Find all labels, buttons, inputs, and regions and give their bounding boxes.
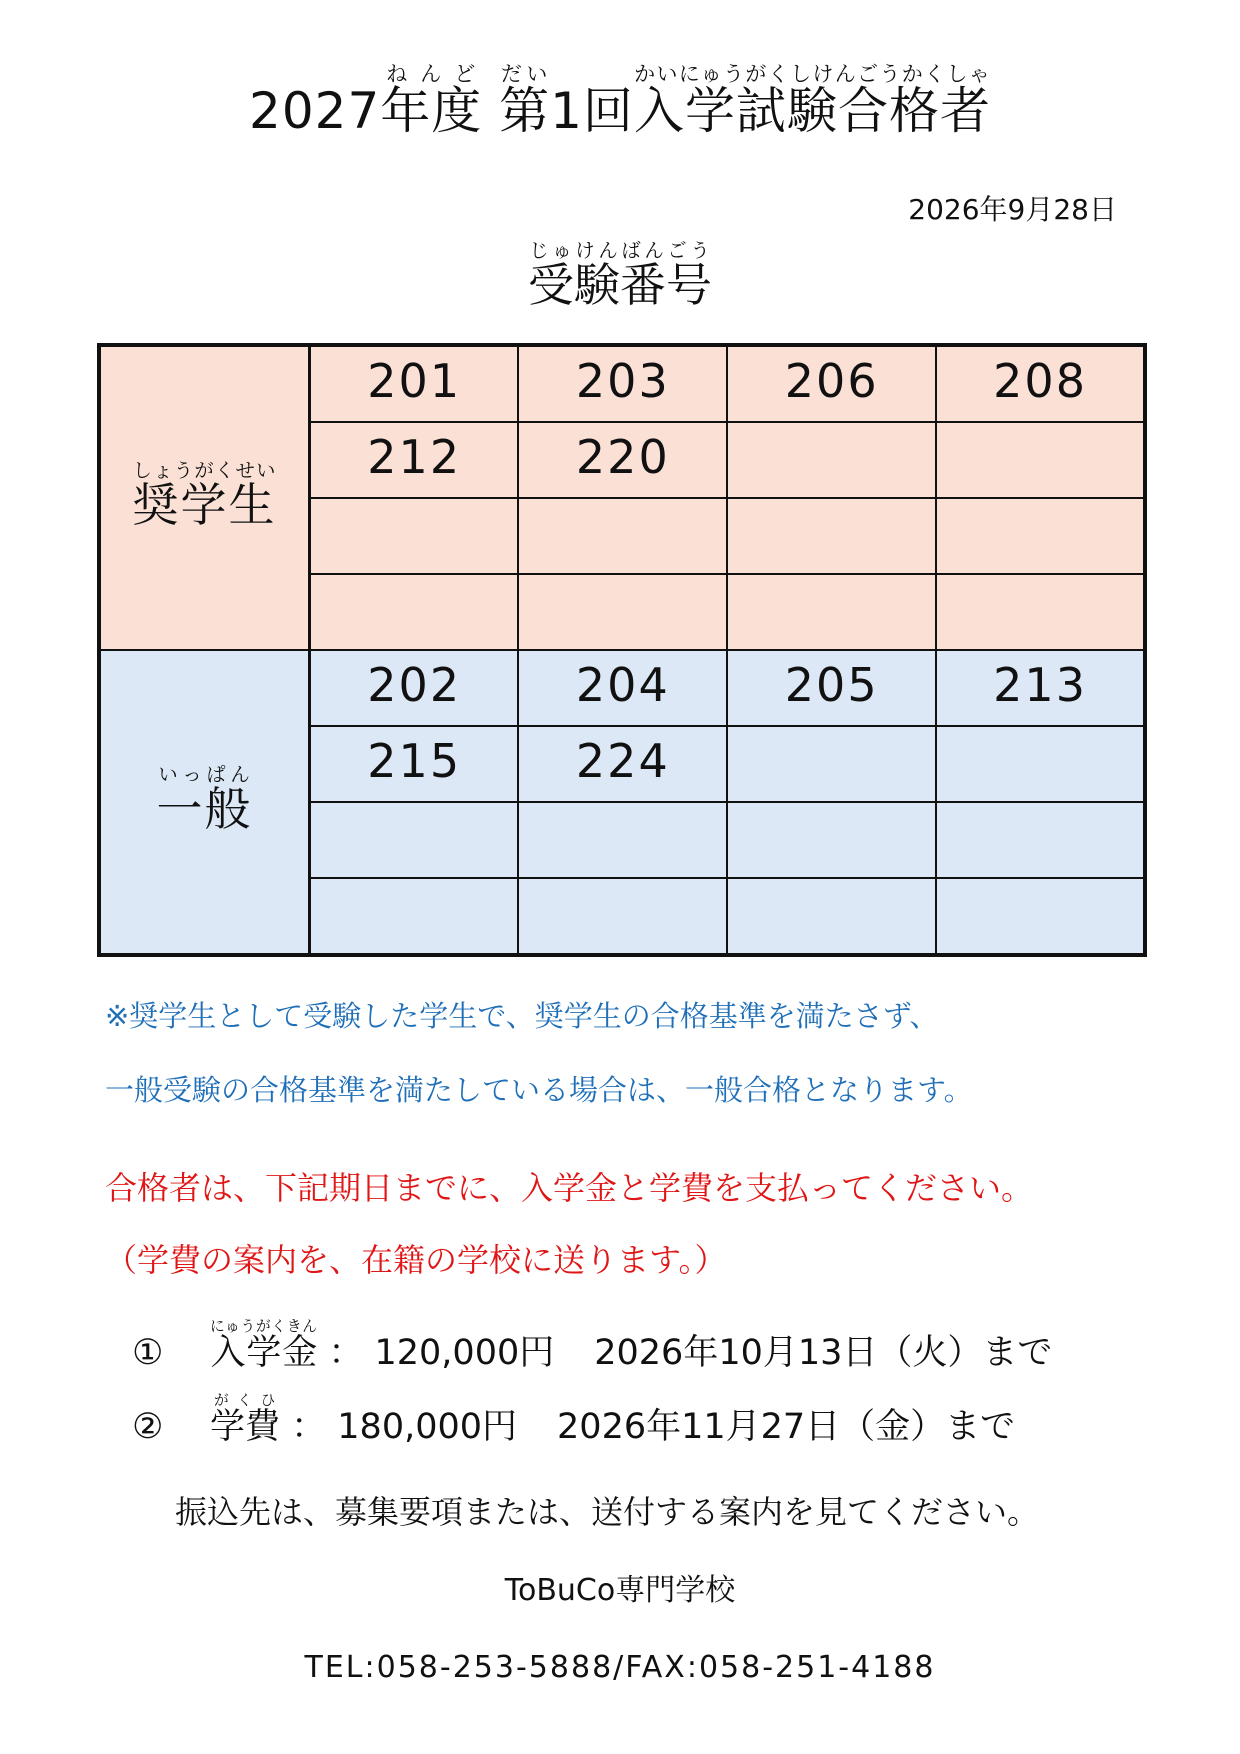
exam-number-cell: 201 — [310, 345, 519, 422]
exam-number-cell: 206 — [727, 345, 936, 422]
scholarship-note-line-1: ※奨学生として受験した学生で、奨学生の合格基準を満たさず、 — [105, 999, 939, 1033]
table-row — [99, 345, 1145, 422]
exam-number-cell: 202 — [310, 650, 519, 726]
exam-number-cell — [518, 878, 727, 955]
payment-amount: ： 180,000円 — [291, 1407, 518, 1447]
payment-deadline: 2026年11月27日（金）まで — [557, 1407, 1016, 1447]
category-general: 一般いっぱん — [99, 650, 310, 955]
scholarship-note-line-2: 一般受験の合格基準を満たしている場合は、一般合格となります。 — [105, 1073, 973, 1107]
page-title — [0, 62, 1240, 149]
transfer-info: 振込先は、募集要項または、送付する案内を見てください。 — [175, 1493, 1040, 1531]
payment-number: ① — [132, 1333, 164, 1373]
exam-number-cell: 205 — [727, 650, 936, 726]
school-name: ToBuCo専門学校 — [504, 1573, 736, 1608]
exam-number-cell: 224 — [518, 726, 727, 802]
title-nendo: 年度ねんど — [380, 62, 483, 140]
payment-amount: ： 120,000円 — [328, 1333, 555, 1373]
results-table — [97, 343, 1147, 957]
table-row — [99, 650, 1145, 726]
payment-item-entrance-fee — [132, 1318, 1052, 1381]
exam-number-cell — [518, 498, 727, 574]
exam-number-cell: 204 — [518, 650, 727, 726]
exam-number-cell — [936, 422, 1145, 498]
payment-item-tuition — [132, 1392, 1015, 1455]
exam-number-cell — [310, 802, 519, 878]
exam-number-cell — [727, 422, 936, 498]
title-main: 入学試験合格者かいにゅうがくしけんごうかくしゃ — [633, 62, 991, 140]
payment-notice-line-2: （学費の案内を、在籍の学校に送ります。） — [105, 1241, 727, 1279]
exam-number-cell — [727, 574, 936, 650]
exam-number-cell: 220 — [518, 422, 727, 498]
exam-number-cell — [310, 498, 519, 574]
exam-number-cell — [727, 878, 936, 955]
exam-number-cell — [936, 802, 1145, 878]
exam-number-cell — [310, 878, 519, 955]
title-year: 2027 — [249, 82, 381, 140]
exam-number-heading: 受験番号じゅけんばんごう — [528, 239, 712, 312]
exam-number-cell — [727, 726, 936, 802]
title-kai: 1回 — [550, 82, 634, 140]
exam-number-cell — [727, 498, 936, 574]
title-dai: 第だい — [499, 62, 551, 140]
exam-number-cell — [936, 878, 1145, 955]
exam-number-cell — [518, 574, 727, 650]
payment-item-label: 学費がくひ — [210, 1392, 281, 1447]
exam-number-cell: 215 — [310, 726, 519, 802]
payment-item-label: 入学金にゅうがくきん — [210, 1318, 318, 1373]
exam-number-cell — [727, 802, 936, 878]
exam-number-cell — [310, 574, 519, 650]
payment-deadline: 2026年10月13日（火）まで — [594, 1333, 1053, 1373]
exam-number-cell — [518, 802, 727, 878]
exam-number-cell — [936, 574, 1145, 650]
payment-notice-line-1: 合格者は、下記期日までに、入学金と学費を支払ってください。 — [105, 1169, 1034, 1207]
category-scholarship: 奨学生しょうがくせい — [99, 345, 310, 650]
payment-number: ② — [132, 1407, 164, 1447]
contact-info: TEL:058-253-5888/FAX:058-251-4188 — [304, 1650, 936, 1685]
exam-number-cell: 213 — [936, 650, 1145, 726]
exam-number-cell: 203 — [518, 345, 727, 422]
exam-number-cell: 208 — [936, 345, 1145, 422]
exam-number-cell: 212 — [310, 422, 519, 498]
exam-number-cell — [936, 498, 1145, 574]
exam-number-cell — [936, 726, 1145, 802]
issue-date: 2026年9月28日 — [908, 193, 1117, 226]
